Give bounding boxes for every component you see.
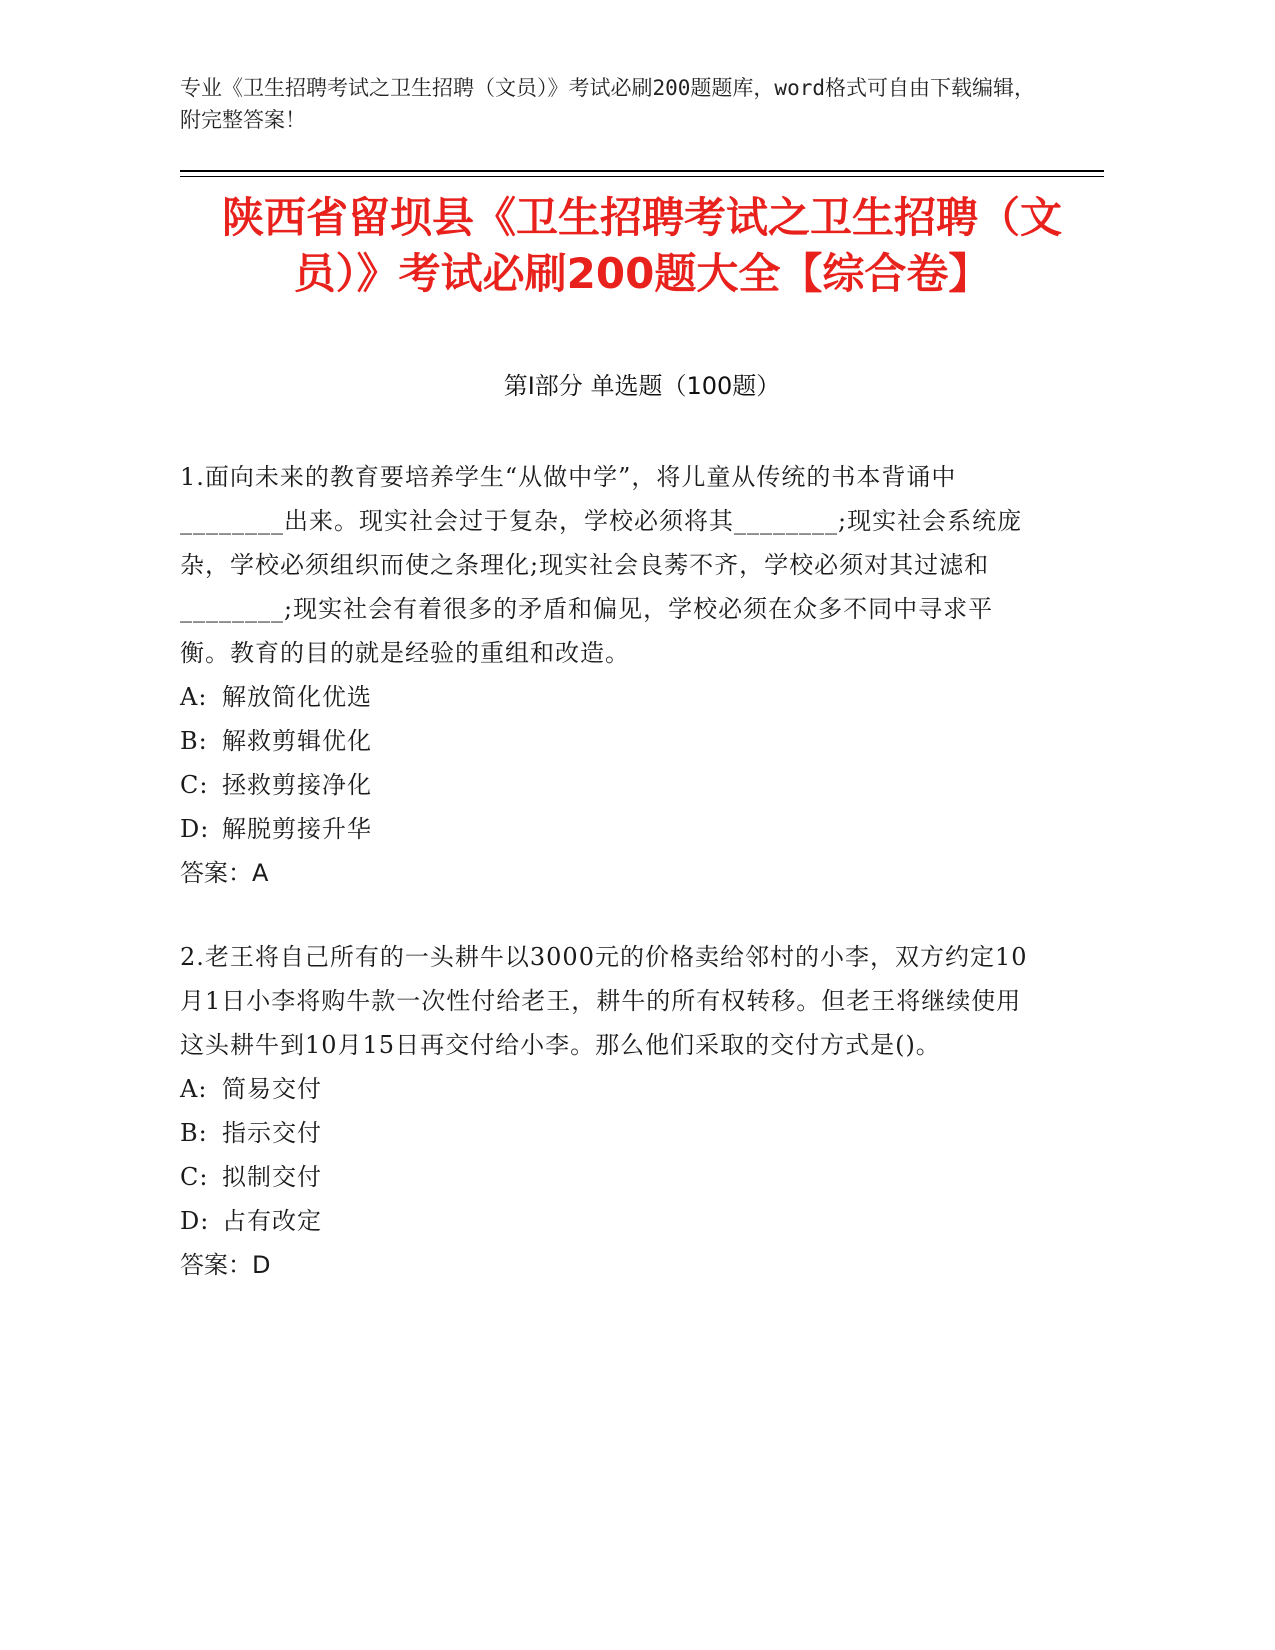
option-text: 拟制交付 [222, 1163, 322, 1191]
option-b [180, 1111, 1040, 1155]
option-key: C: [180, 1163, 209, 1191]
option-c [180, 1155, 1040, 1199]
option-text: 指示交付 [222, 1119, 322, 1147]
option-text: 拯救剪接净化 [222, 771, 372, 799]
header-divider-thick [180, 170, 1104, 172]
option-text: 简易交付 [222, 1075, 322, 1103]
question-1 [180, 455, 1040, 895]
option-a [180, 1067, 1040, 1111]
document-title: 陕西省留坝县《卫生招聘考试之卫生招聘（文员）》考试必刷200题大全【综合卷】 [221, 193, 1062, 298]
header-divider-thin [180, 176, 1104, 177]
header-note: 专业《卫生招聘考试之卫生招聘（文员）》考试必刷200题题库，word格式可自由下载编辑，附完整答案！ [180, 76, 1035, 132]
option-key: B: [180, 727, 208, 755]
question-stem: 2.老王将自己所有的一头耕牛以3000元的价格卖给邻村的小李，双方约定10月1日小李将购牛款一次性付给老王，耕牛的所有权转移。但老王将继续使用这头耕牛到10月15日再交付给小李。那么他们采取的交付方式是()。 [180, 943, 1028, 1059]
option-key: C: [180, 771, 209, 799]
option-key: D: [180, 815, 210, 843]
option-text: 解放简化优选 [222, 683, 372, 711]
option-key: B: [180, 1119, 208, 1147]
option-list [180, 675, 1040, 851]
option-d [180, 807, 1040, 851]
answer-line: 答案：D [180, 1251, 271, 1279]
option-b [180, 719, 1040, 763]
option-list [180, 1067, 1040, 1243]
option-d [180, 1199, 1040, 1243]
question-stem: 1.面向未来的教育要培养学生“从做中学”，将儿童从传统的书本背诵中________出来。现实社会过于复杂，学校必须将其________;现实社会系统庞杂，学校必须组织而使之条理化;现实社会良莠不齐，学校必须对其过滤和________;现实社会有着很多的矛盾和偏见，学校必须在众多不同中寻求平衡。教育的目的就是经验的重组和改造。 [180, 463, 1023, 667]
answer-line: 答案：A [180, 859, 269, 887]
option-key: A: [180, 1075, 208, 1103]
option-text: 占有改定 [222, 1207, 322, 1235]
option-key: A: [180, 683, 208, 711]
option-text: 解救剪辑优化 [222, 727, 372, 755]
option-text: 解脱剪接升华 [222, 815, 372, 843]
option-c [180, 763, 1040, 807]
section-heading: 第I部分 单选题（100题） [503, 372, 781, 400]
option-a [180, 675, 1040, 719]
option-key: D: [180, 1207, 210, 1235]
question-2 [180, 935, 1040, 1287]
